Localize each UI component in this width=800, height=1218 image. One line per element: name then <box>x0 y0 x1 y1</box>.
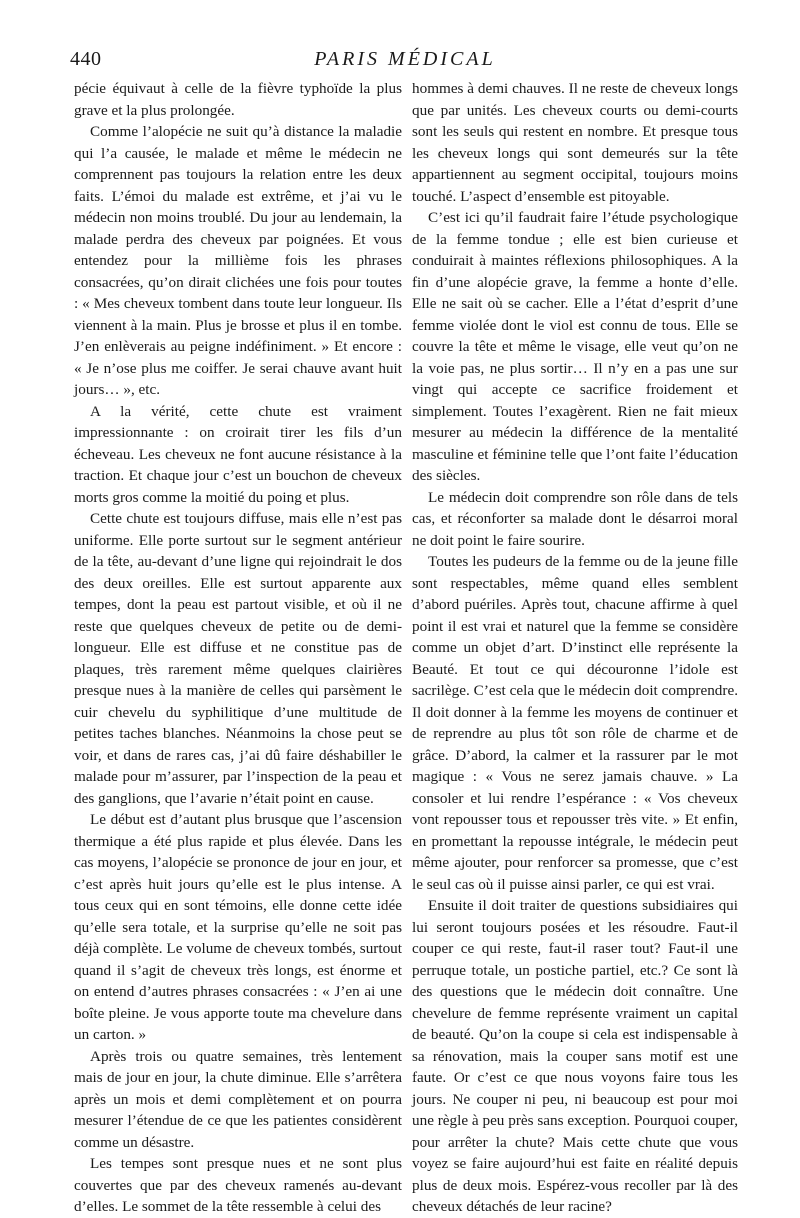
left-column <box>74 78 402 1215</box>
paragraph: Après trois ou quatre semaines, très lentement mais de jour en jour, la chute diminue. Elle s’arrêtera après un mois et demi complètement et on pourra mesurer l’étendue de ce que les patientes considèrent comme un désastre. <box>74 1047 402 1151</box>
paragraph: Le début est d’autant plus brusque que l’ascension thermique a été plus rapide et plus élevée. Dans les cas moyens, l’alopécie se prononce de jour en jour, et c’est après huit jours qu’elle est le plus intense. A tous ceux qui en sont témoins, elle donne cette idée qu’elle sera totale, et la surprise qu’elle ne soit pas déjà complète. Le volume de cheveux tombés, surtout quand il s’agit de cheveux très longs, est énorme et on entend d’autres phrases consacrées : « J’en ai une boîte pleine. Je vous apporte toute ma chevelure dans un carton. » <box>74 811 402 1043</box>
paragraph: Toutes les pudeurs de la femme ou de la jeune fille sont respectables, même quand elles semblent d’abord puériles. Après tout, chacune affirme à quel point il est vrai et naturel que la femme se considère comme un objet d’art. D’instinct elle représente la Beauté. Et tout ce qui découronne l’idole est sacrilège. C’est cela que le médecin doit comprendre. Il doit donner à la femme les moyens de continuer et de reprendre au plus tôt son rôle de charme et de grâce. D’abord, la calmer et la rassurer par le mot magique : « Vous ne serez jamais chauve. » La consoler et lui rendre l’espérance : « Vos cheveux vont repousser tous et repousser très vite. » Et enfin, en promettant la repousse intégrale, le médecin peut même ajouter, pour renforcer sa promesse, que c’est le seul cas où il puisse ainsi parler, ce qui est vrai. <box>412 553 738 893</box>
paragraph: Ensuite il doit traiter de questions subsidiaires qui lui seront toujours posées et les résoudre. Faut-il couper ce qui reste, faut-il raser tout? Faut-il une perruque totale, un postiche partiel, etc.? Ce sont là des questions que le médecin doit connaître. Une chevelure de femme représente vraiment un capital de beauté. Qu’on la coupe si cela est indispensable à sa rénovation, mais la couper sans motif est une faute. Or c’est ce que nous voyons faire tous les jours. Ne couper ni peu, ni beaucoup est pour moi une règle à peu près sans exception. Pourquoi couper, pour arrêter la chute? Mais cette chute que vous voyez se faire aujourd’hui est faite en réalité depuis plus de deux mois. Espérez-vous recoller par là des cheveux détachés de leur racine? <box>412 897 738 1215</box>
paragraph: Cette chute est toujours diffuse, mais elle n’est pas uniforme. Elle porte surtout sur le segment antérieur de la tête, au-devant d’une ligne qui rejoindrait le dos des deux oreilles. Elle est surtout apparente aux tempes, dont la peau est partout visible, et où il ne reste que quelques cheveux de petite ou de demi-longueur. Elle est diffuse et ne constitue pas de plaques, très rarement même quelques clairières presque nues à la manière de celles qui parsèment le cuir chevelu du syphilitique d’une multitude de petites taches blanches. Néanmoins la chose peut se voir, et dans de rares cas, j’ai dû faire déshabiller le malade pour m’assurer, par l’inspection de la peau et des ganglions, que l’avarie n’était point en cause. <box>74 510 402 807</box>
page-number: 440 <box>70 48 102 70</box>
paragraph: Les tempes sont presque nues et ne sont plus couvertes que par des cheveux ramenés au-devant d’elles. Le sommet de la tête ressemble à celui des <box>74 1155 402 1215</box>
paragraph: hommes à demi chauves. Il ne reste de cheveux longs que par unités. Les cheveux courts ou demi-courts sont les seuls qui restent en nombre. Et presque tous les cheveux longs qui sont demeurés sur la tête appartiennent au segment occipital, toujours moins touché. L’aspect d’ensemble est pitoyable. <box>412 80 738 205</box>
right-column <box>412 78 738 1215</box>
paragraph: C’est ici qu’il faudrait faire l’étude psychologique de la femme tondue ; elle est bien curieuse et conduirait à maintes réflexions philosophiques. A la fin d’une alopécie grave, la femme a honte d’elle. Elle ne sait où se cacher. Elle a l’état d’esprit d’une femme violée dont le viol est connu de tous. Elle se couvre la tête et même le visage, elle veut qu’on ne la voie pas, ne plus sortir… Il n’y en a pas une sur vingt qui accepte ce sacrifice froidement et simplement. Toutes l’exagèrent. Rien ne fait mieux mesurer au médecin la différence de la mentalité masculine et féminine telle que l’ont faite l’éducation des siècles. <box>412 209 738 484</box>
paragraph: A la vérité, cette chute est vraiment impressionnante : on croirait tirer les fils d’un écheveau. Les cheveux ne font aucune résistance à la traction. Et chaque jour c’est un bouchon de cheveux morts gros comme la moitié du poing et plus. <box>74 402 402 506</box>
paragraph: pécie équivaut à celle de la fièvre typhoïde la plus grave et la plus prolongée. <box>74 80 402 119</box>
paragraph: Comme l’alopécie ne suit qu’à distance la maladie qui l’a causée, le malade et même le médecin ne comprennent pas toujours la relation entre les deux faits. L’émoi du malade est extrême, et j’ai vu le médecin non moins troublé. Du jour au lendemain, la malade perdra des cheveux par poignées. Et vous entendez pour la millième fois les phrases consacrées, qu’on dirait clichées une fois pour toutes : « Mes cheveux tombent dans toute leur longueur. Ils viennent à la main. Plus je brosse et plus il en tombe. J’en enlèverais au peigne indéfiniment. » Et encore : « Je n’ose plus me coiffer. Je serai chauve avant huit jours… », etc. <box>74 123 402 398</box>
paragraph: Le médecin doit comprendre son rôle dans de tels cas, et réconforter sa malade dont le désarroi moral ne doit point le faire sourire. <box>412 488 738 549</box>
journal-title: PARIS MÉDICAL <box>314 48 496 70</box>
page-header <box>70 44 740 78</box>
